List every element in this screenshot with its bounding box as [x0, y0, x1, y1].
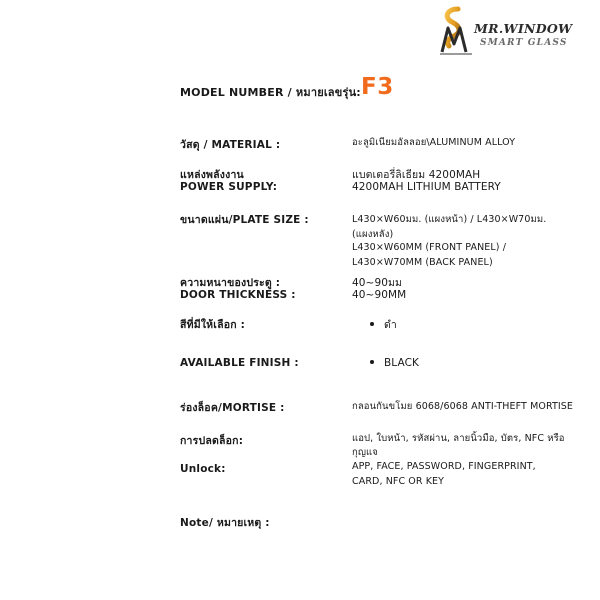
door-thickness-value-th: 40~90มม — [352, 277, 403, 289]
bullet-icon — [370, 360, 374, 364]
unlock-line-th: กุญแจ — [352, 447, 378, 458]
finish-value-en-text: BLACK — [384, 357, 420, 369]
finish-label-en: AVAILABLE FINISH : — [180, 357, 299, 369]
finish-value-th-text: ดำ — [384, 319, 397, 331]
bullet-icon — [370, 322, 374, 326]
plate-size-line: L430×W60MM (FRONT PANEL) / — [352, 242, 507, 253]
unlock-line-th: แอป, ใบหน้า, รหัสผ่าน, ลายนิ้วมือ, บัตร, NFC หรือ — [352, 433, 565, 444]
unlock-label-en: Unlock: — [180, 463, 226, 475]
note-label: Note/ หมายเหตุ : — [180, 517, 270, 529]
unlock-label-th: การปลดล็อก: — [180, 435, 244, 447]
material-value: อะลูมิเนียมอัลลอย\ALUMINUM ALLOY — [352, 137, 516, 148]
plate-size-line: (แผงหลัง) — [352, 229, 394, 240]
finish-label-th: สีที่มีให้เลือก : — [180, 319, 246, 331]
material-label: วัสดุ / MATERIAL : — [180, 139, 281, 151]
unlock-line-en: APP, FACE, PASSWORD, FINGERPRINT, — [352, 461, 536, 472]
plate-size-line: L430×W60มม. (แผงหน้า) / L430×W70มม. — [352, 214, 547, 225]
mortise-label: ร่องล็อค/MORTISE : — [180, 402, 285, 414]
power-supply-value-en: 4200MAH LITHIUM BATTERY — [352, 181, 501, 193]
model-number-value: F3 — [361, 74, 394, 100]
door-thickness-label-en: DOOR THICKNESS : — [180, 289, 296, 301]
door-thickness-label-th: ความหนาของประตู : — [180, 277, 281, 289]
mr-window-logo-icon — [436, 6, 476, 58]
logo-title: MR.WINDOW — [474, 21, 573, 36]
brand-logo — [436, 6, 596, 58]
mortise-value: กลอนกันขโมย 6068/6068 ANTI-THEFT MORTISE — [352, 401, 573, 412]
power-supply-value-th: แบตเตอรี่ลิเธียม 4200MAH — [352, 169, 481, 181]
finish-value-th — [370, 316, 397, 333]
logo-subtitle: SMART GLASS — [480, 38, 568, 48]
plate-size-label: ขนาดแผ่น/PLATE SIZE : — [180, 214, 309, 226]
power-supply-label-th: แหล่งพลังงาน — [180, 169, 244, 181]
door-thickness-value-en: 40~90MM — [352, 289, 407, 301]
model-number-label: MODEL NUMBER / หมายเลขรุ่น: — [180, 86, 361, 99]
finish-value-en — [370, 357, 419, 369]
plate-size-line: L430×W70MM (BACK PANEL) — [352, 257, 493, 268]
power-supply-label-en: POWER SUPPLY: — [180, 181, 278, 193]
unlock-line-en: CARD, NFC OR KEY — [352, 476, 445, 487]
